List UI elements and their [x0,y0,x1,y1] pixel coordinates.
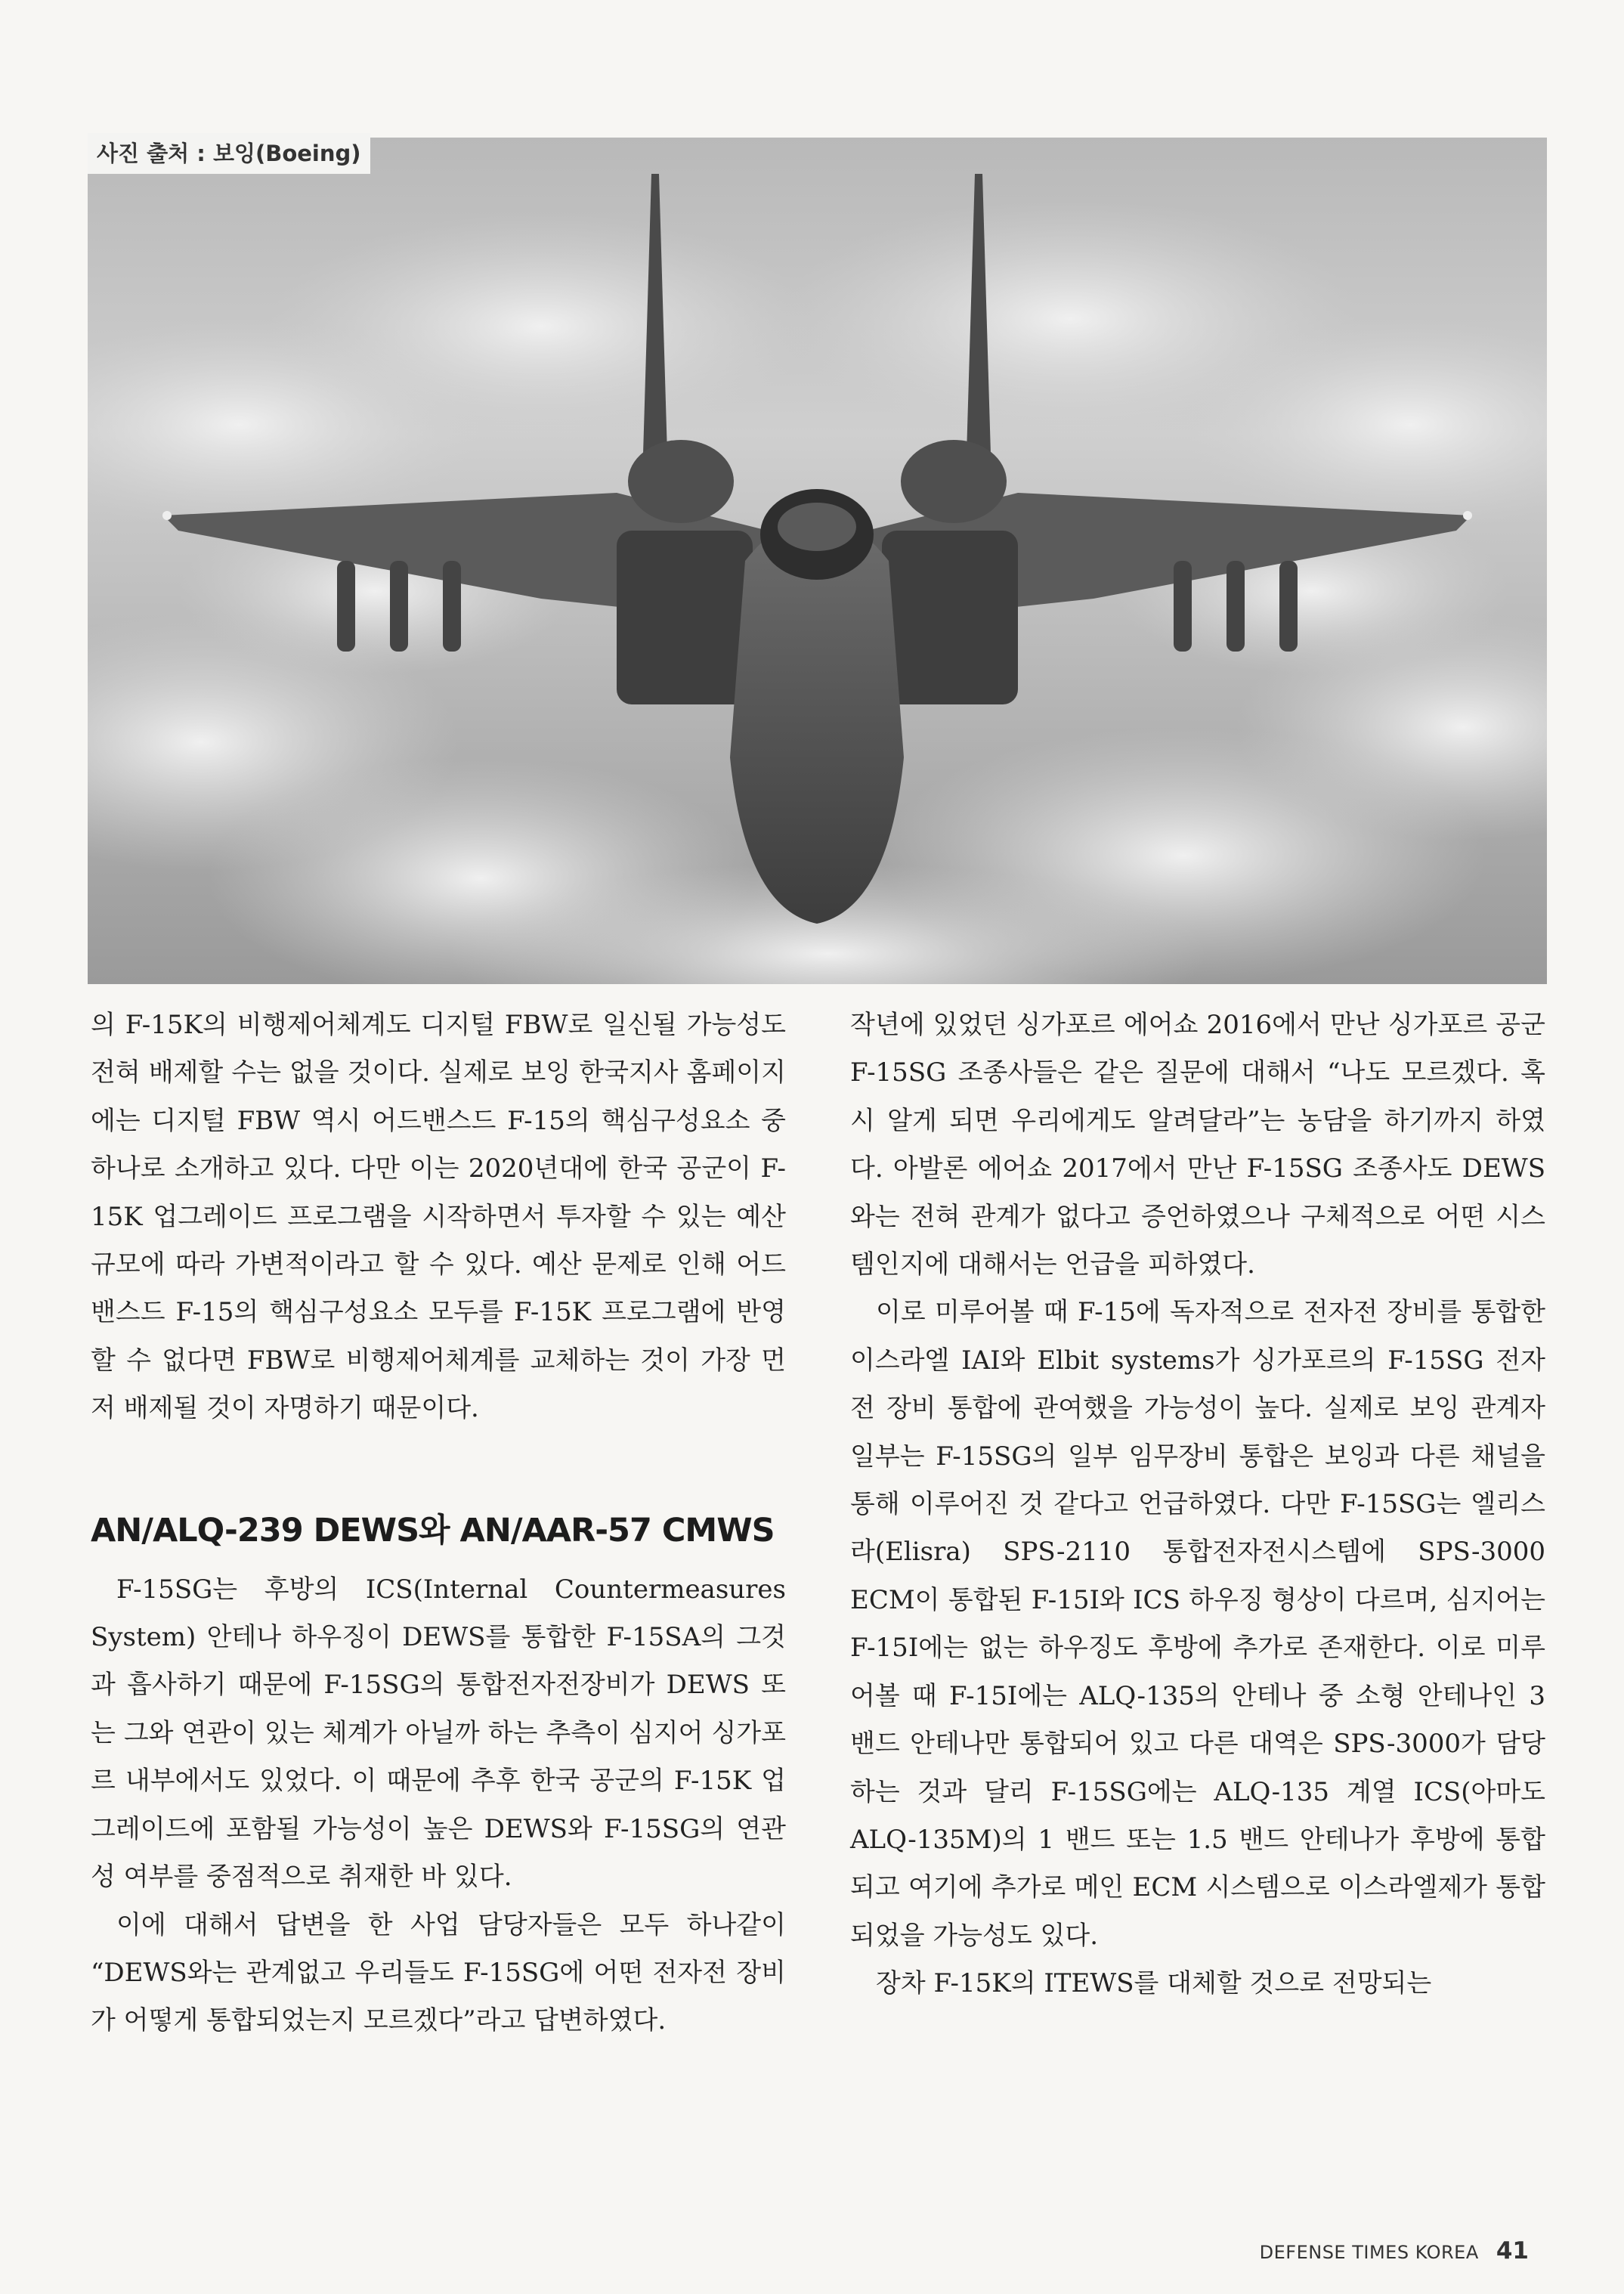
photo-credit: 사진 출처 : 보잉(Boeing) [88,133,370,174]
publication-name: DEFENSE TIMES KOREA [1259,2242,1479,2263]
f15-photo [88,138,1547,984]
body-paragraph: 이로 미루어볼 때 F-15에 독자적으로 전자전 장비를 통합한 이스라엘 IAI와 Elbit systems가 싱가포르의 F-15SG 전자전 장비 통합에 관여했을 가능성이 높다. 실제로 보잉 관계자 일부는 F-15SG의 일부 임무장비 통합은 보잉과 다른 채널을 통해 이루어진 것 같다고 언급하였다. 다만 F-15SG는 엘리스라(Elisra) SPS-2110 통합전자전시스템에 SPS-3000 ECM이 통합된 F-15I와 ICS 하우징 형상이 다르며, 심지어는 F-15I에는 없는 하우징도 후방에 추가로 존재한다. 이로 미루어볼 때 F-15I에는 ALQ-135의 안테나 중 소형 안테나인 3 밴드 안테나만 통합되어 있고 다른 대역은 SPS-3000가 담당하는 것과 달리 F-15SG에는 ALQ-135 계열 ICS(아마도 ALQ-135M)의 1 밴드 또는 1.5 밴드 안테나가 후방에 통합되고 여기에 추가로 메인 ECM 시스템으로 이스라엘제가 통합되었을 가능성도 있다. [850,1297,1545,1951]
page-number: 41 [1496,2237,1529,2265]
body-paragraph: 의 F-15K의 비행제어체계도 디지털 FBW로 일신될 가능성도 전혀 배제할 수는 없을 것이다. 실제로 보잉 한국지사 홈페이지에는 디지털 FBW 역시 어드밴스드 F-15의 핵심구성요소 중 하나로 소개하고 있다. 다만 이는 2020년대에 한국 공군이 F-15K 업그레이드 프로그램을 시작하면서 투자할 수 있는 예산 규모에 따라 가변적이라고 할 수 있다. 예산 문제로 인해 어드밴스드 F-15의 핵심구성요소 모두를 F-15K 프로그램에 반영할 수 없다면 FBW로 비행제어체계를 교체하는 것이 가장 먼저 배제될 것이 자명하기 때문이다. [91,1010,786,1424]
body-paragraph: 장차 F-15K의 ITEWS를 대체할 것으로 전망되는 [876,1968,1432,1999]
right-column [850,1001,1545,2008]
left-column [91,1001,786,2045]
body-paragraph: 이에 대해서 답변을 한 사업 담당자들은 모두 하나같이 “DEWS와는 관계없고 우리들도 F-15SG에 어떤 전자전 장비가 어떻게 통합되었는지 모르겠다”라고 답변하였다. [91,1909,786,2036]
body-paragraph: 작년에 있었던 싱가포르 에어쇼 2016에서 만난 싱가포르 공군 F-15SG 조종사들은 같은 질문에 대해서 “나도 모르겠다. 혹시 알게 되면 우리에게도 알려달라”는 농담을 하기까지 하였다. 아발론 에어쇼 2017에서 만난 F-15SG 조종사도 DEWS와는 전혀 관계가 없다고 증언하였으나 구체적으로 어떤 시스템인지에 대해서는 언급을 피하였다. [850,1010,1545,1280]
jet-image [88,138,1547,984]
section-heading: AN/ALQ-239 DEWS와 AN/AAR-57 CMWS [91,1511,775,1549]
body-paragraph: F-15SG는 후방의 ICS(Internal Countermeasures System) 안테나 하우징이 DEWS를 통합한 F-15SA의 그것과 흡사하기 때문에 F-15SG의 통합전자전장비가 DEWS 또는 그와 연관이 있는 체계가 아닐까 하는 추측이 심지어 싱가포르 내부에서도 있었다. 이 때문에 추후 한국 공군의 F-15K 업그레이드에 포함될 가능성이 높은 DEWS와 F-15SG의 연관성 여부를 중점적으로 취재한 바 있다. [91,1574,786,1893]
page-footer [1260,2237,1529,2265]
